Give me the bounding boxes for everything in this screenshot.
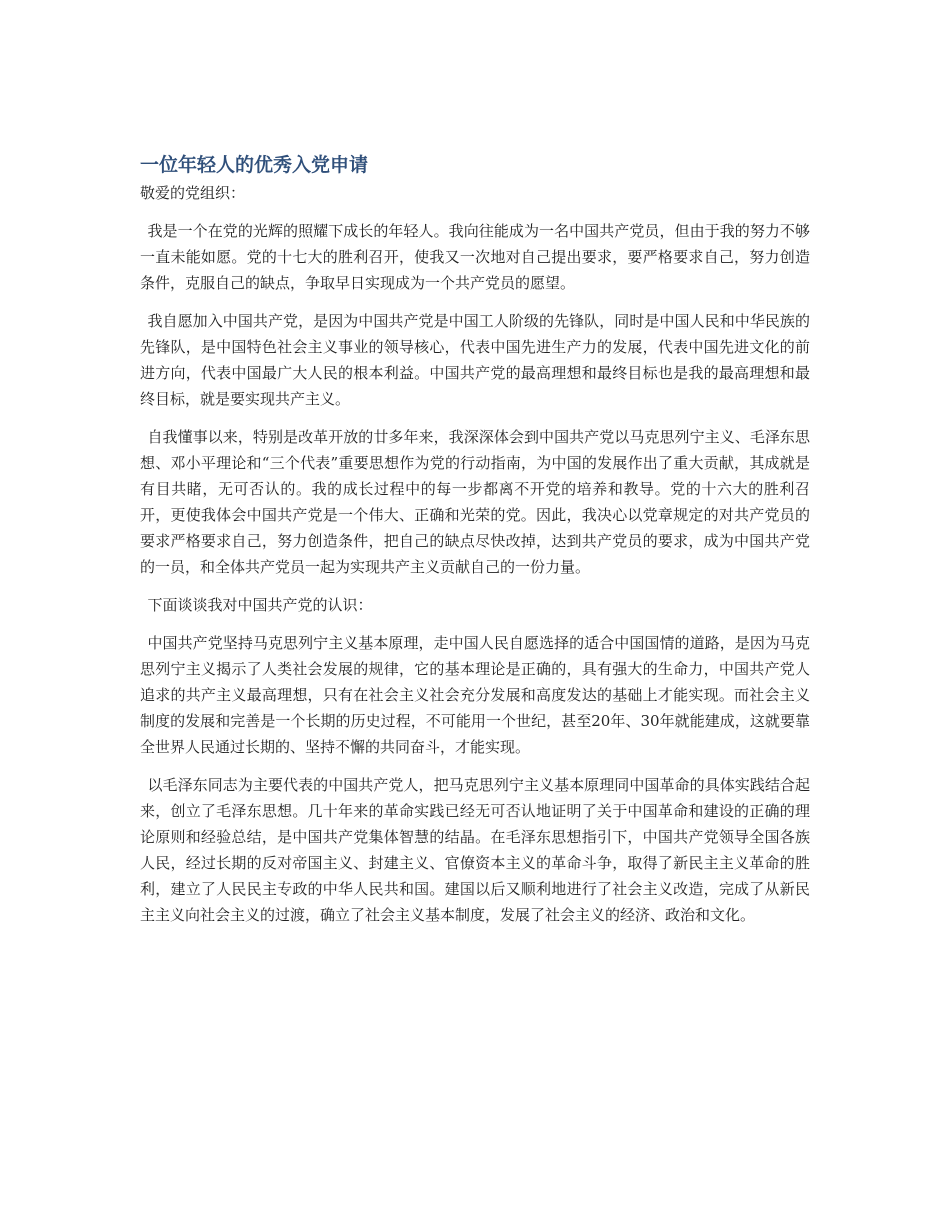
document-page <box>140 150 810 940</box>
paragraph-6: 以毛泽东同志为主要代表的中国共产党人，把马克思列宁主义基本原理同中国革命的具体实践结合起来，创立了毛泽东思想。几十年来的革命实践已经无可否认地证明了关于中国革命和建设的正确的理论原则和经验总结，是中国共产党集体智慧的结晶。在毛泽东思想指引下，中国共产党领导全国各族人民，经过长期的反对帝国主义、封建主义、官僚资本主义的革命斗争，取得了新民主主义革命的胜利，建立了人民民主专政的中华人民共和国。建国以后又顺利地进行了社会主义改造，完成了从新民主主义向社会主义的过渡，确立了社会主义基本制度，发展了社会主义的经济、政治和文化。 <box>140 776 810 924</box>
paragraph-2: 我自愿加入中国共产党，是因为中国共产党是中国工人阶级的先锋队，同时是中国人民和中华民族的先锋队，是中国特色社会主义事业的领导核心，代表中国先进生产力的发展，代表中国先进文化的前进方向，代表中国最广大人民的根本利益。中国共产党的最高理想和最终目标也是我的最高理想和最终目标，就是要实现共产主义。 <box>140 312 810 408</box>
paragraph-4: 下面谈谈我对中国共产党的认识： <box>147 596 373 614</box>
paragraph-3: 自我懂事以来，特别是改革开放的廿多年来，我深深体会到中国共产党以马克思列宁主义、毛泽东思想、邓小平理论和“三个代表”重要思想作为党的行动指南，为中国的发展作出了重大贡献，其成就是有目共睹，无可否认的。我的成长过程中的每一步都离不开党的培养和教导。党的十六大的胜利召开，更使我体会中国共产党是一个伟大、正确和光荣的党。因此，我决心以党章规定的对共产党员的要求严格要求自己，努力创造条件，把自己的缺点尽快改掉，达到共产党员的要求，成为中国共产党的一员，和全体共产党员一起为实现共产主义贡献自己的一份力量。 <box>140 428 810 576</box>
paragraph-5: 中国共产党坚持马克思列宁主义基本原理，走中国人民自愿选择的适合中国国情的道路，是因为马克思列宁主义揭示了人类社会发展的规律，它的基本理论是正确的，具有强大的生命力，中国共产党人追求的共产主义最高理想，只有在社会主义社会充分发展和高度发达的基础上才能实现。而社会主义制度的发展和完善是一个长期的历史过程，不可能用一个世纪，甚至20年、30年就能建成，这就要靠全世界人民通过长期的、坚持不懈的共同奋斗，才能实现。 <box>140 634 810 756</box>
document-title: 一位年轻人的优秀入党申请 <box>140 154 369 176</box>
salutation: 敬爱的党组织： <box>140 184 246 202</box>
paragraph-1: 我是一个在党的光辉的照耀下成长的年轻人。我向往能成为一名中国共产党员，但由于我的努力不够一直未能如愿。党的十七大的胜利召开，使我又一次地对自己提出要求，要严格要求自己，努力创造条件，克服自己的缺点，争取早日实现成为一个共产党员的愿望。 <box>140 222 810 292</box>
